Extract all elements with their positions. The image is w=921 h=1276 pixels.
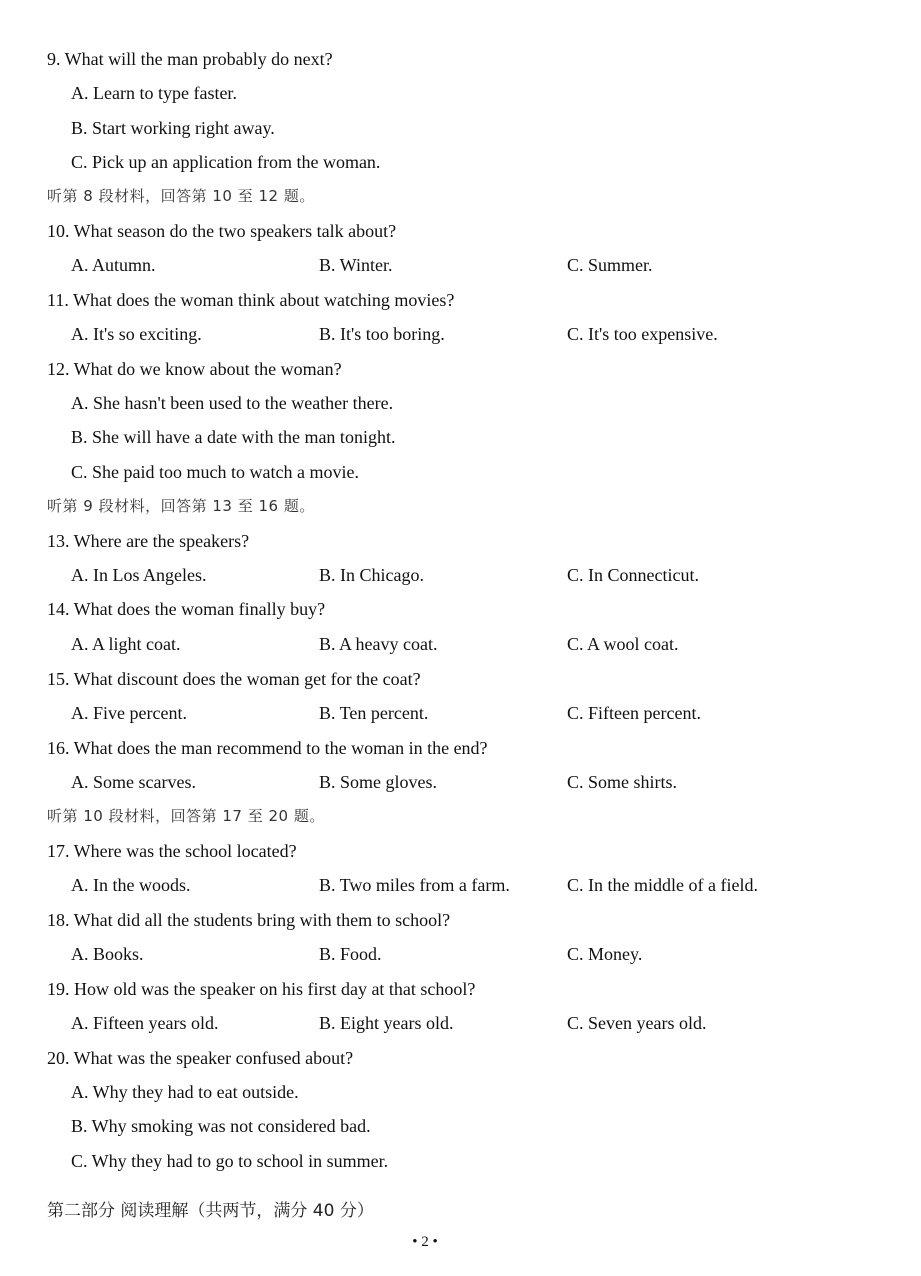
question-11-option-b: B. It's too boring. bbox=[319, 324, 445, 344]
question-12: 12. What do we know about the woman? bbox=[47, 359, 342, 379]
question-12-option-c: C. She paid too much to watch a movie. bbox=[71, 462, 359, 482]
question-14-option-a: A. A light coat. bbox=[71, 634, 181, 654]
question-15-option-b: B. Ten percent. bbox=[319, 703, 429, 723]
question-19-option-a: A. Fifteen years old. bbox=[71, 1013, 219, 1033]
question-16: 16. What does the man recommend to the woman in the end? bbox=[47, 738, 488, 758]
question-14: 14. What does the woman finally buy? bbox=[47, 599, 326, 619]
question-19-option-b: B. Eight years old. bbox=[319, 1013, 454, 1033]
question-16-option-c: C. Some shirts. bbox=[567, 772, 678, 792]
question-18-option-c: C. Money. bbox=[567, 944, 643, 964]
question-16-option-b: B. Some gloves. bbox=[319, 772, 438, 792]
question-9-option-a: A. Learn to type faster. bbox=[71, 83, 237, 103]
question-16-option-a: A. Some scarves. bbox=[71, 772, 196, 792]
page-number: • 2 • bbox=[412, 1234, 438, 1250]
question-10-option-a: A. Autumn. bbox=[71, 255, 156, 275]
question-13-option-a: A. In Los Angeles. bbox=[71, 565, 207, 585]
question-17: 17. Where was the school located? bbox=[47, 841, 297, 861]
question-17-option-c: C. In the middle of a field. bbox=[567, 875, 758, 895]
section-note-8: 听第 8 段材料，回答第 10 至 12 题。 bbox=[47, 187, 315, 205]
question-11-option-c: C. It's too expensive. bbox=[567, 324, 718, 344]
section-note-9: 听第 9 段材料，回答第 13 至 16 题。 bbox=[47, 497, 315, 515]
question-9: 9. What will the man probably do next? bbox=[47, 49, 333, 69]
question-19-option-c: C. Seven years old. bbox=[567, 1013, 707, 1033]
question-18-option-b: B. Food. bbox=[319, 944, 382, 964]
question-10: 10. What season do the two speakers talk about? bbox=[47, 221, 397, 241]
question-13: 13. Where are the speakers? bbox=[47, 531, 250, 551]
question-18-option-a: A. Books. bbox=[71, 944, 144, 964]
question-12-option-a: A. She hasn't been used to the weather there. bbox=[71, 393, 394, 413]
question-11-option-a: A. It's so exciting. bbox=[71, 324, 202, 344]
question-13-option-b: B. In Chicago. bbox=[319, 565, 424, 585]
question-20-option-c: C. Why they had to go to school in summer. bbox=[71, 1151, 389, 1171]
question-11: 11. What does the woman think about watching movies? bbox=[47, 290, 455, 310]
section-heading: 第二部分 阅读理解（共两节，满分 40 分） bbox=[47, 1201, 374, 1221]
question-17-option-a: A. In the woods. bbox=[71, 875, 191, 895]
question-20-option-a: A. Why they had to eat outside. bbox=[71, 1082, 299, 1102]
question-20: 20. What was the speaker confused about? bbox=[47, 1048, 354, 1068]
section-note-10: 听第 10 段材料，回答第 17 至 20 题。 bbox=[47, 807, 325, 825]
question-14-option-c: C. A wool coat. bbox=[567, 634, 679, 654]
question-18: 18. What did all the students bring with them to school? bbox=[47, 910, 451, 930]
question-12-option-b: B. She will have a date with the man tonight. bbox=[71, 427, 396, 447]
question-10-option-c: C. Summer. bbox=[567, 255, 653, 275]
question-17-option-b: B. Two miles from a farm. bbox=[319, 875, 510, 895]
question-10-option-b: B. Winter. bbox=[319, 255, 393, 275]
question-9-option-c: C. Pick up an application from the woman. bbox=[71, 152, 381, 172]
question-15: 15. What discount does the woman get for the coat? bbox=[47, 669, 421, 689]
question-9-option-b: B. Start working right away. bbox=[71, 118, 275, 138]
question-20-option-b: B. Why smoking was not considered bad. bbox=[71, 1116, 371, 1136]
question-15-option-a: A. Five percent. bbox=[71, 703, 187, 723]
question-19: 19. How old was the speaker on his first day at that school? bbox=[47, 979, 476, 999]
question-15-option-c: C. Fifteen percent. bbox=[567, 703, 701, 723]
question-14-option-b: B. A heavy coat. bbox=[319, 634, 438, 654]
question-13-option-c: C. In Connecticut. bbox=[567, 565, 699, 585]
